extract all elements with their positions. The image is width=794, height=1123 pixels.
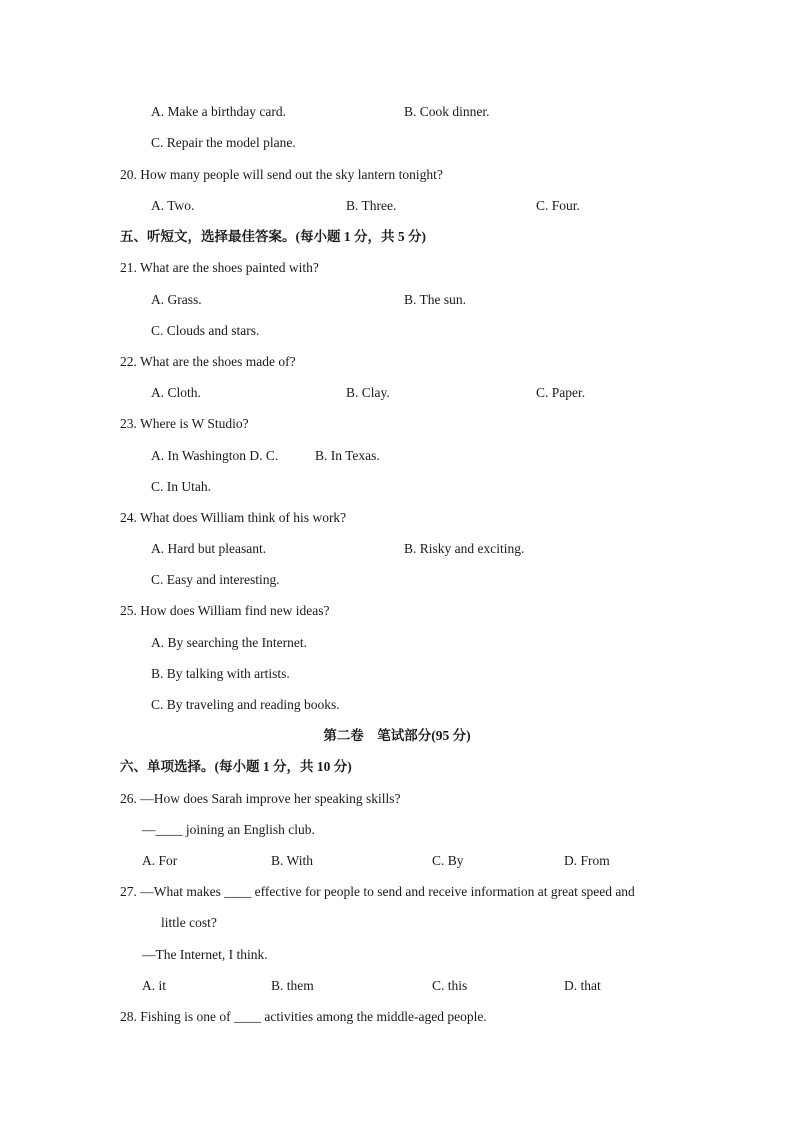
q26-line-1: 26. —How does Sarah improve her speaking skills? xyxy=(120,791,401,806)
section-5-heading: 五、听短文，选择最佳答案。(每小题 1 分，共 5 分) xyxy=(120,229,426,244)
q27-option-c: C. this xyxy=(432,978,468,993)
q23-stem: 23. Where is W Studio? xyxy=(120,416,249,431)
q25-option-a: A. By searching the Internet. xyxy=(151,635,307,650)
q27-option-d: D. that xyxy=(564,978,601,993)
q20-stem: 20. How many people will send out the sky lantern tonight? xyxy=(120,167,443,182)
q27-option-a: A. it xyxy=(142,978,167,993)
q23-option-a: A. In Washington D. C. xyxy=(151,448,279,463)
q25-stem: 25. How does William find new ideas? xyxy=(120,603,330,618)
q22-option-c: C. Paper. xyxy=(536,385,586,400)
q26-option-b: B. With xyxy=(271,853,313,868)
q27-option-b: B. them xyxy=(271,978,314,993)
q24-stem: 24. What does William think of his work? xyxy=(120,510,347,525)
q22-option-a: A. Cloth. xyxy=(151,385,201,400)
q19-option-c: C. Repair the model plane. xyxy=(151,135,296,150)
q28-stem: 28. Fishing is one of ____ activities among the middle-aged people. xyxy=(120,1009,487,1024)
q26-option-a: A. For xyxy=(142,853,178,868)
q21-stem: 21. What are the shoes painted with? xyxy=(120,260,319,275)
q26-line-2: —____ joining an English club. xyxy=(142,822,315,837)
q27-line-2: little cost? xyxy=(161,915,217,930)
q21-option-c: C. Clouds and stars. xyxy=(151,323,260,338)
q25-option-c: C. By traveling and reading books. xyxy=(151,697,340,712)
q21-option-a: A. Grass. xyxy=(151,292,202,307)
q21-option-b: B. The sun. xyxy=(404,292,467,307)
part-2-heading: 第二卷 笔试部分(95 分) xyxy=(323,728,471,743)
q24-option-b: B. Risky and exciting. xyxy=(404,541,525,556)
q24-option-a: A. Hard but pleasant. xyxy=(151,541,267,556)
q20-option-a: A. Two. xyxy=(151,198,195,213)
q20-option-c: C. Four. xyxy=(536,198,580,213)
q22-stem: 22. What are the shoes made of? xyxy=(120,354,296,369)
q19-option-a: A. Make a birthday card. xyxy=(151,104,286,119)
q26-option-d: D. From xyxy=(564,853,610,868)
q23-option-b: B. In Texas. xyxy=(315,448,380,463)
q27-line-3: —The Internet, I think. xyxy=(142,947,268,962)
q26-option-c: C. By xyxy=(432,853,464,868)
q19-option-b: B. Cook dinner. xyxy=(404,104,490,119)
q27-line-1: 27. —What makes ____ effective for people to send and receive information at great speed and xyxy=(120,884,635,899)
q22-option-b: B. Clay. xyxy=(346,385,390,400)
section-6-heading: 六、单项选择。(每小题 1 分，共 10 分) xyxy=(120,759,352,774)
q20-option-b: B. Three. xyxy=(346,198,397,213)
q25-option-b: B. By talking with artists. xyxy=(151,666,290,681)
q24-option-c: C. Easy and interesting. xyxy=(151,572,280,587)
q23-option-c: C. In Utah. xyxy=(151,479,211,494)
